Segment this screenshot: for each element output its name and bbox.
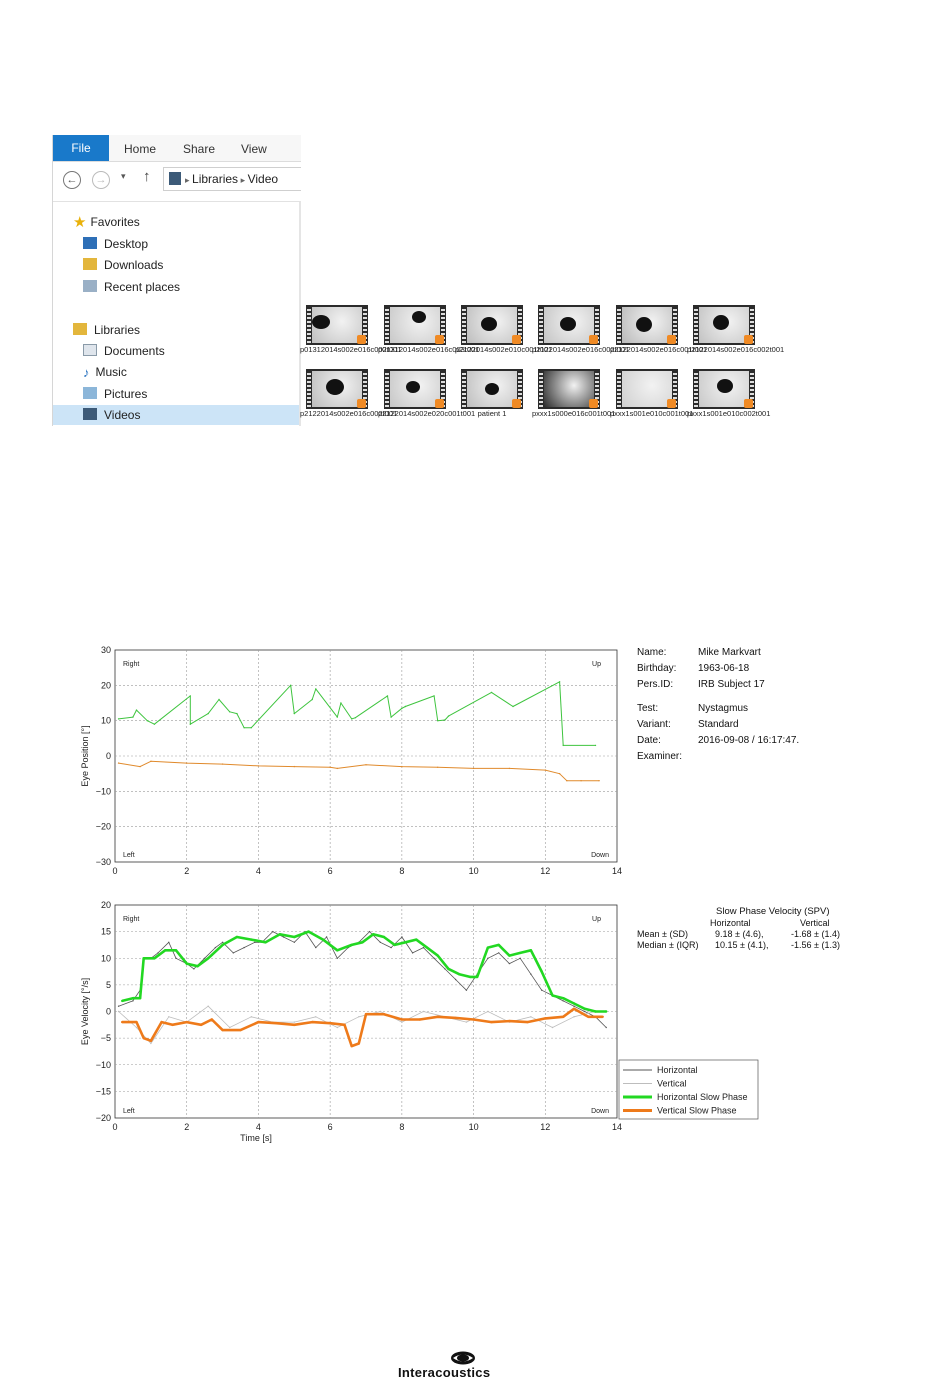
data-point: [204, 958, 205, 959]
data-point: [186, 1021, 188, 1023]
y-tick-label: −20: [95, 821, 111, 832]
data-point: [215, 947, 216, 948]
data-point: [340, 702, 341, 703]
data-point: [272, 931, 273, 932]
y-tick-label: −5: [100, 1033, 111, 1044]
data-point: [147, 720, 148, 721]
data-point: [526, 1021, 528, 1023]
value-birthday: 1963-06-18: [698, 663, 750, 674]
spv-title: Slow Phase Velocity (SPV): [716, 906, 830, 917]
file-name: p2122014s002e016c002t001: [532, 345, 630, 354]
data-point: [329, 1022, 331, 1024]
data-point: [594, 1010, 596, 1012]
legend-label: Horizontal Slow Phase: [657, 1092, 748, 1102]
data-point: [566, 780, 567, 781]
data-point: [132, 997, 134, 999]
y-tick-label: −20: [95, 1113, 111, 1123]
data-point: [355, 717, 356, 718]
data-point: [380, 942, 381, 943]
data-point: [315, 688, 316, 689]
data-point: [358, 1016, 359, 1017]
data-point: [598, 780, 599, 781]
data-point: [186, 762, 187, 763]
nav-label: Recent places: [104, 280, 181, 294]
data-point: [329, 767, 330, 768]
data-point: [307, 930, 309, 932]
data-point: [207, 957, 209, 959]
data-point: [437, 720, 438, 721]
nav-label: Libraries: [94, 323, 141, 337]
data-point: [315, 1016, 316, 1017]
value-variant: Standard: [698, 719, 739, 730]
x-tick-label: 14: [611, 1122, 623, 1132]
data-point: [132, 716, 133, 717]
value-date: 2016-09-08 / 16:17:47.: [698, 735, 800, 746]
y-tick-label: 30: [100, 645, 111, 655]
y-tick-label: 15: [100, 926, 111, 937]
label-name: Name:: [637, 647, 667, 658]
data-point: [121, 1021, 123, 1023]
data-point: [315, 947, 316, 948]
data-point: [390, 716, 391, 717]
data-point: [153, 957, 155, 959]
breadcrumb-libraries[interactable]: Libraries: [192, 172, 239, 186]
data-point: [584, 1011, 585, 1012]
value-test: Nystagmus: [698, 703, 749, 714]
file-name: p01312014s002e016c003t001: [378, 345, 480, 354]
data-point: [279, 933, 281, 935]
data-point: [412, 952, 413, 953]
nav-label: Downloads: [104, 258, 164, 272]
data-point: [541, 970, 543, 972]
data-point: [530, 949, 532, 951]
data-point: [118, 762, 119, 763]
y-axis-label: Eye Position [°]: [80, 725, 90, 787]
x-tick-label: 4: [255, 1122, 261, 1132]
data-point: [243, 947, 244, 948]
data-point: [190, 724, 191, 725]
data-point: [490, 1021, 492, 1023]
data-point: [196, 965, 198, 967]
data-point: [337, 716, 338, 717]
plot-area: [115, 905, 617, 1118]
data-point: [221, 1029, 223, 1031]
data-point: [361, 941, 363, 943]
data-point: [171, 1024, 173, 1026]
data-point: [519, 952, 521, 954]
label-date: Date:: [637, 735, 661, 746]
data-point: [208, 1006, 209, 1007]
data-point: [455, 979, 456, 980]
plot-area: [115, 650, 617, 862]
data-point: [469, 976, 471, 978]
x-tick-label: 4: [255, 866, 261, 876]
data-point: [509, 963, 510, 964]
data-point: [606, 1027, 607, 1028]
data-point: [150, 1043, 151, 1044]
data-point: [143, 957, 145, 959]
data-point: [258, 765, 259, 766]
nav-label: Music: [95, 365, 127, 379]
data-point: [563, 745, 564, 746]
data-point: [545, 769, 546, 770]
data-point: [605, 1010, 607, 1012]
data-point: [358, 1042, 360, 1044]
data-point: [250, 938, 252, 940]
data-point: [243, 727, 244, 728]
data-point: [293, 1024, 295, 1026]
data-point: [573, 1006, 574, 1007]
data-point: [487, 946, 489, 948]
x-tick-label: 0: [112, 866, 118, 876]
y-tick-label: 10: [100, 953, 111, 964]
data-point: [351, 944, 353, 946]
data-point: [254, 942, 255, 943]
data-point: [380, 1011, 381, 1012]
data-point: [351, 718, 352, 719]
data-point: [466, 1021, 467, 1022]
data-point: [405, 706, 406, 707]
data-point: [293, 936, 295, 938]
x-tick-label: 14: [611, 866, 623, 876]
breadcrumb-video[interactable]: Video: [247, 172, 279, 186]
music-icon: ♪: [83, 365, 90, 380]
data-point: [175, 949, 177, 951]
data-point: [337, 768, 338, 769]
data-point: [164, 949, 166, 951]
data-point: [530, 1016, 531, 1017]
data-point: [326, 936, 327, 937]
y-tick-label: 10: [100, 715, 111, 726]
spv-col-vertical: Vertical: [800, 918, 830, 928]
data-point: [433, 958, 434, 959]
data-point: [573, 1002, 575, 1004]
file-name: patient 1: [477, 409, 507, 418]
nav-label: Videos: [104, 408, 141, 422]
data-point: [186, 962, 188, 964]
file-name: pxxx1s001e010c002t001: [687, 409, 771, 418]
data-point: [444, 968, 445, 969]
legend-label: Horizontal: [657, 1065, 698, 1075]
data-point: [498, 944, 500, 946]
x-tick-label: 12: [540, 1122, 551, 1132]
corner-label: Left: [123, 1108, 135, 1115]
data-point: [236, 936, 238, 938]
up-arrow-icon[interactable]: ↑: [143, 168, 151, 185]
data-point: [423, 1011, 424, 1012]
spv-mean-horizontal: 9.18 ± (4.6),: [715, 929, 764, 939]
nav-label: Pictures: [104, 387, 148, 401]
data-point: [311, 1021, 313, 1023]
data-point: [390, 947, 391, 948]
data-point: [154, 724, 155, 725]
y-axis-label: Eye Velocity [°/s]: [80, 977, 90, 1046]
x-tick-label: 0: [112, 1122, 118, 1132]
data-point: [336, 949, 338, 951]
data-point: [221, 944, 223, 946]
data-point: [229, 1027, 230, 1028]
y-tick-label: 0: [105, 751, 111, 761]
data-point: [401, 766, 402, 767]
data-point: [447, 968, 449, 970]
data-point: [283, 936, 284, 937]
label-examiner: Examiner:: [637, 751, 683, 762]
data-point: [239, 1029, 241, 1031]
data-point: [595, 745, 596, 746]
data-point: [136, 709, 137, 710]
data-point: [365, 1013, 367, 1015]
data-point: [139, 766, 140, 767]
data-point: [544, 1017, 546, 1019]
data-point: [423, 947, 424, 948]
data-point: [562, 1016, 564, 1018]
y-tick-label: −15: [95, 1086, 111, 1097]
y-tick-label: −10: [95, 786, 111, 797]
label-birthday: Birthday:: [637, 663, 677, 674]
data-point: [404, 941, 406, 943]
data-point: [487, 958, 488, 959]
data-point: [426, 946, 428, 948]
data-point: [150, 1040, 152, 1042]
data-point: [401, 1018, 403, 1020]
data-point: [415, 938, 417, 940]
data-point: [401, 1021, 402, 1022]
y-tick-label: 5: [105, 979, 111, 990]
forward-arrow-icon[interactable]: →: [92, 171, 110, 189]
data-point: [118, 718, 119, 719]
nav-label: Desktop: [104, 237, 149, 251]
spv-mean-vertical: -1.68 ± (1.4): [791, 929, 840, 939]
data-point: [602, 1016, 604, 1018]
corner-label: Up: [592, 916, 601, 923]
corner-label: Down: [591, 852, 609, 859]
data-point: [229, 711, 230, 712]
logo-wordmark: Interacoustics: [398, 1365, 491, 1380]
data-point: [168, 942, 169, 943]
data-point: [160, 1021, 162, 1023]
corner-label: Right: [123, 916, 140, 923]
data-point: [520, 958, 521, 959]
x-tick-label: 2: [184, 1122, 190, 1132]
data-point: [294, 766, 295, 767]
data-point: [454, 1017, 456, 1019]
label-test: Test:: [637, 703, 659, 714]
data-point: [419, 1018, 421, 1020]
nav-label: Documents: [104, 344, 165, 358]
file-name: p01312014s002e016c002t001: [300, 345, 402, 354]
corner-label: Down: [591, 1108, 609, 1115]
data-point: [343, 1024, 345, 1026]
data-point: [551, 994, 553, 996]
data-point: [236, 713, 237, 714]
data-point: [208, 713, 209, 714]
tab-share[interactable]: Share: [183, 142, 216, 156]
data-point: [143, 1037, 145, 1039]
data-point: [372, 933, 374, 935]
data-point: [369, 931, 370, 932]
data-point: [222, 763, 223, 764]
x-tick-label: 8: [399, 866, 405, 876]
data-point: [251, 727, 252, 728]
data-point: [118, 1011, 119, 1012]
data-point: [433, 695, 434, 696]
data-point: [559, 773, 560, 774]
data-point: [383, 1013, 385, 1015]
data-point: [312, 699, 313, 700]
data-point: [132, 1000, 133, 1001]
file-name: p2122014s002e016c001t001: [610, 345, 708, 354]
data-point: [290, 685, 291, 686]
data-point: [139, 997, 141, 999]
data-point: [498, 952, 499, 953]
data-point: [401, 708, 402, 709]
back-arrow-icon[interactable]: ←: [63, 171, 81, 189]
data-point: [193, 968, 194, 969]
data-point: [437, 1016, 439, 1018]
y-tick-label: −30: [95, 857, 111, 867]
data-point: [584, 1008, 586, 1010]
spv-median-vertical: -1.56 ± (1.3): [791, 940, 840, 950]
y-tick-label: 20: [100, 680, 111, 691]
data-point: [135, 1021, 137, 1023]
label-variant: Variant:: [637, 719, 671, 730]
data-point: [476, 976, 478, 978]
data-point: [552, 1027, 553, 1028]
data-point: [337, 958, 338, 959]
data-point: [387, 695, 388, 696]
corner-label: Up: [592, 661, 601, 668]
data-point: [118, 1006, 119, 1007]
nav-label: Favorites: [90, 215, 140, 229]
data-point: [437, 767, 438, 768]
tab-view[interactable]: View: [241, 142, 267, 156]
data-point: [573, 1016, 574, 1017]
data-point: [472, 1018, 474, 1020]
data-point: [587, 1016, 589, 1018]
data-point: [487, 1011, 488, 1012]
data-point: [251, 1016, 252, 1017]
data-point: [448, 715, 449, 716]
value-name: Mike Markvart: [698, 647, 761, 658]
label-pers-id: Pers.ID:: [637, 679, 674, 690]
data-point: [257, 1021, 259, 1023]
legend-label: Vertical Slow Phase: [657, 1105, 737, 1116]
spv-col-horizontal: Horizontal: [710, 918, 751, 928]
data-point: [150, 761, 151, 762]
x-tick-label: 6: [327, 1122, 333, 1132]
data-point: [222, 942, 223, 943]
spv-mean-label: Mean ± (SD): [637, 929, 688, 939]
data-point: [337, 1027, 338, 1028]
data-point: [294, 1021, 295, 1022]
tab-file[interactable]: File: [53, 135, 109, 161]
file-name: p2122014s002e010c001t001: [455, 345, 553, 354]
data-point: [562, 997, 564, 999]
data-point: [233, 952, 234, 953]
data-point: [200, 1024, 202, 1026]
data-point: [351, 1045, 353, 1047]
y-tick-label: 0: [105, 1006, 111, 1017]
data-point: [580, 780, 581, 781]
data-point: [473, 768, 474, 769]
logo-mark-icon: [449, 1350, 477, 1366]
data-point: [508, 1020, 510, 1022]
data-point: [444, 719, 445, 720]
spv-median-label: Median ± (IQR): [637, 940, 699, 950]
x-tick-label: 6: [327, 866, 333, 876]
data-point: [530, 974, 531, 975]
file-name: p2122014s002e016c002t001: [687, 345, 785, 354]
data-point: [211, 1018, 213, 1020]
data-point: [512, 706, 513, 707]
data-point: [294, 942, 295, 943]
data-point: [508, 954, 510, 956]
y-tick-label: 20: [100, 900, 111, 910]
data-point: [466, 990, 467, 991]
data-point: [136, 1027, 137, 1028]
file-name: pxxx1s000e016c001t001: [532, 409, 616, 418]
x-tick-label: 10: [468, 1122, 479, 1132]
data-point: [168, 1016, 169, 1017]
data-point: [322, 938, 324, 940]
data-point: [563, 1000, 564, 1001]
data-point: [509, 768, 510, 769]
data-point: [121, 1000, 123, 1002]
spv-median-horizontal: 10.15 ± (4.1),: [715, 940, 769, 950]
x-tick-label: 2: [184, 866, 190, 876]
data-point: [218, 699, 219, 700]
data-point: [541, 990, 542, 991]
breadcrumb-chevron-icon: ▸: [238, 175, 248, 185]
data-point: [401, 936, 402, 937]
x-axis-label: Time [s]: [240, 1133, 272, 1143]
corner-label: Left: [123, 852, 135, 859]
value-pers-id: IRB Subject 17: [698, 679, 765, 690]
data-point: [491, 692, 492, 693]
y-tick-label: −10: [95, 1059, 111, 1070]
corner-label: Right: [123, 661, 140, 668]
file-name: p2122014s002e016c002t001: [300, 409, 398, 418]
data-point: [157, 952, 158, 953]
legend-label: Vertical: [657, 1078, 687, 1089]
data-point: [383, 936, 385, 938]
file-name: pxxx1s001e010c001t001: [610, 409, 694, 418]
data-point: [190, 695, 191, 696]
data-point: [573, 1008, 575, 1010]
star-icon: ★: [73, 214, 87, 231]
data-point: [437, 954, 439, 956]
data-point: [275, 1022, 277, 1024]
x-tick-label: 10: [468, 866, 479, 876]
data-point: [394, 944, 396, 946]
recent-locations-icon[interactable]: ▾: [121, 171, 126, 181]
x-tick-label: 8: [399, 1122, 405, 1132]
data-point: [458, 973, 460, 975]
data-point: [365, 764, 366, 765]
x-tick-label: 12: [540, 866, 551, 876]
file-name: p2122014s002e020c001t001: [378, 409, 476, 418]
tab-home[interactable]: Home: [124, 142, 157, 156]
data-point: [175, 958, 176, 959]
data-point: [294, 713, 295, 714]
breadcrumb-chevron-icon: ▸: [185, 175, 193, 185]
data-point: [559, 681, 560, 682]
data-point: [264, 941, 266, 943]
